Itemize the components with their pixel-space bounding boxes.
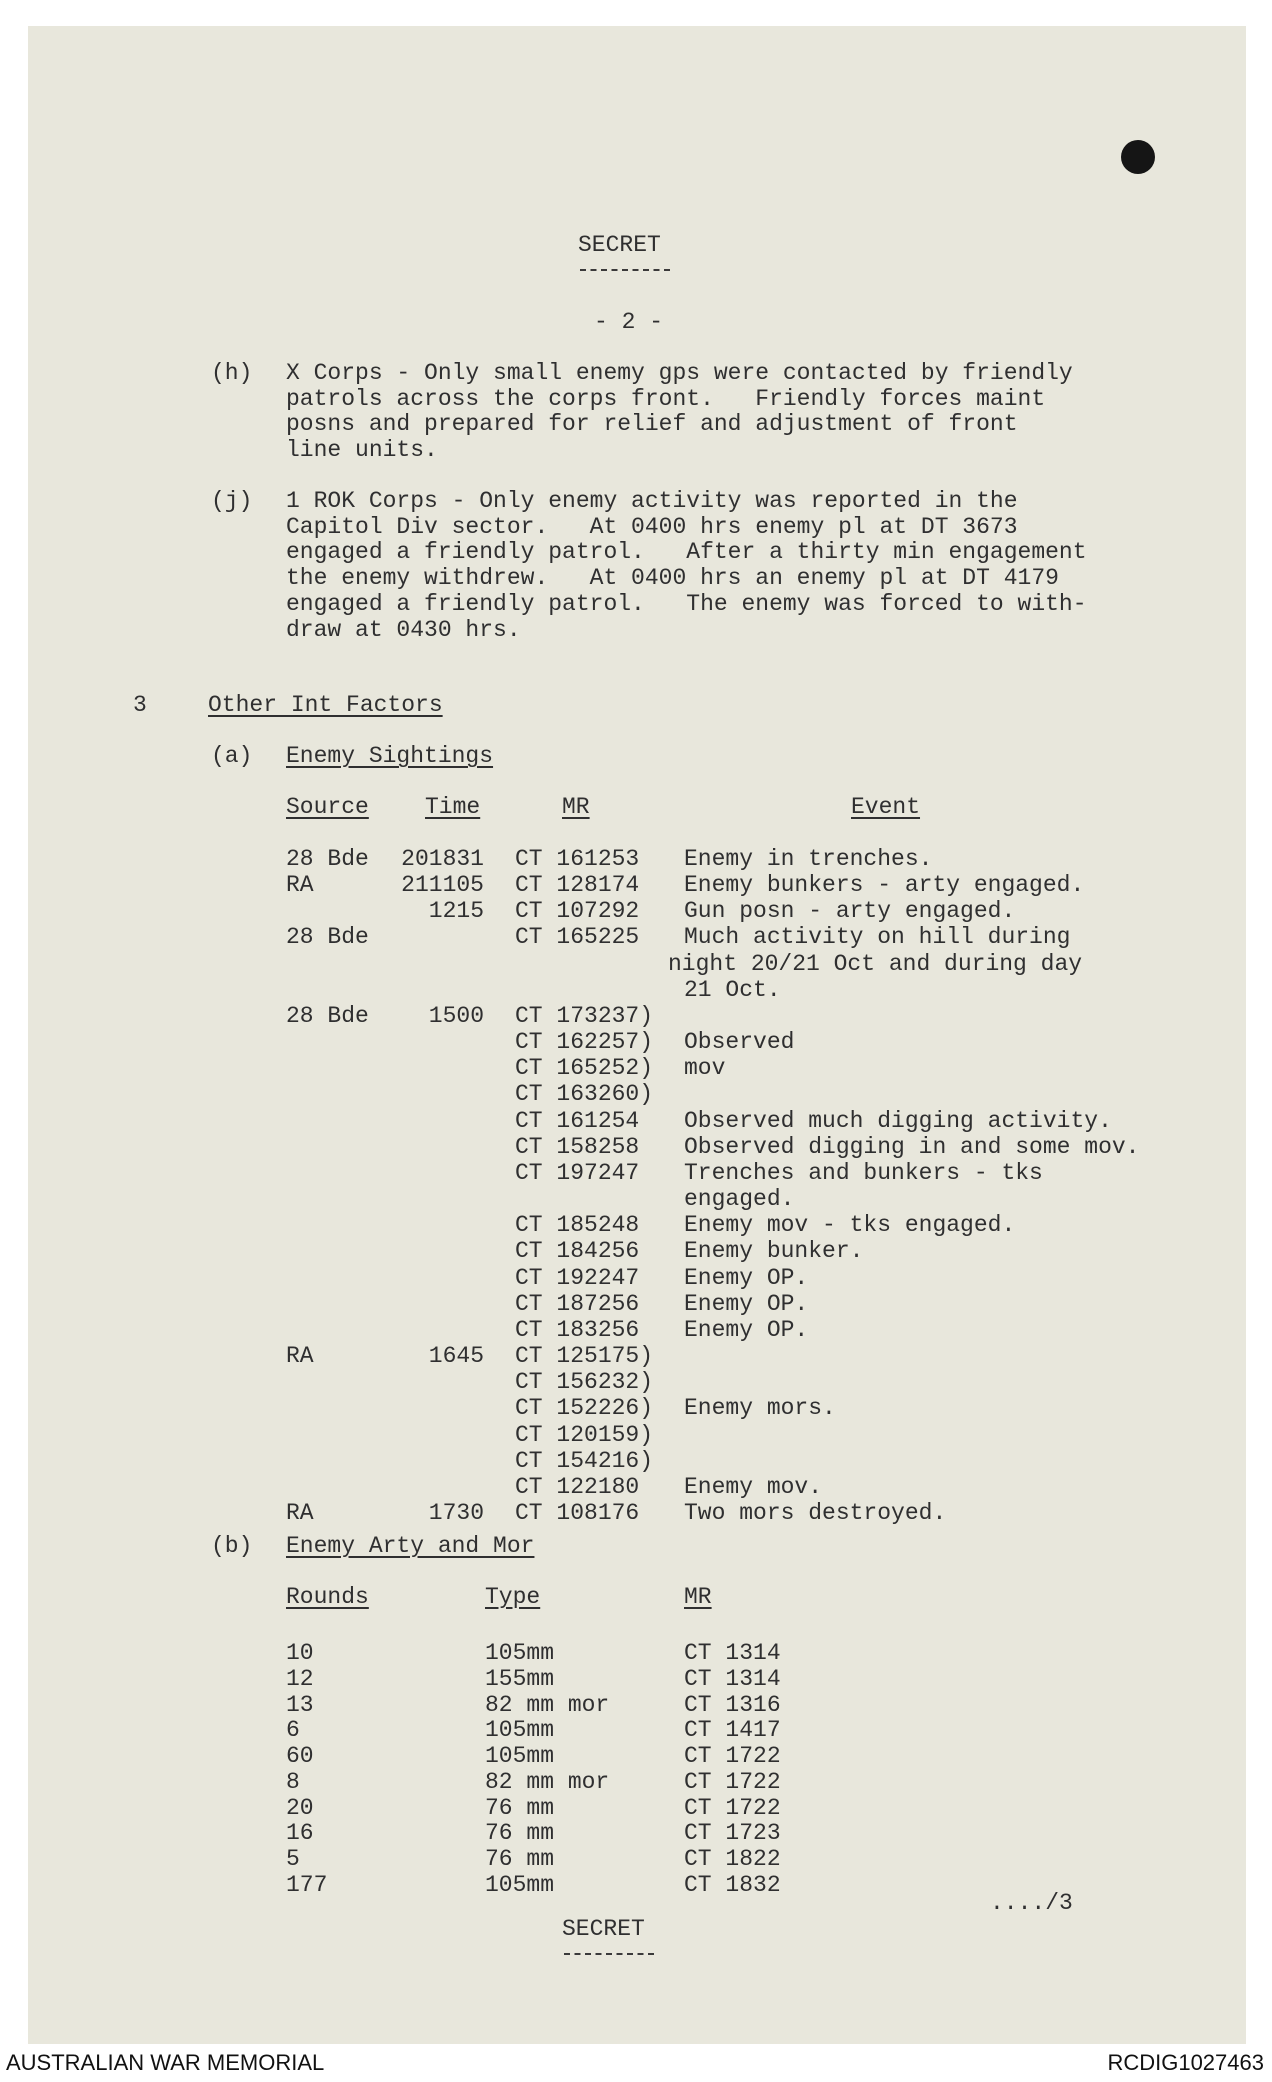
para-j-line: Capitol Div sector. At 0400 hrs enemy pl at DT 3673: [286, 513, 1018, 540]
arty-rounds: 13: [286, 1691, 314, 1718]
sighting-event: 21 Oct.: [684, 976, 781, 1003]
sighting-time: 201831: [401, 846, 484, 872]
sighting-mr: CT 197247: [515, 1159, 640, 1186]
sighting-event: Enemy bunker.: [684, 1238, 864, 1265]
header-classification: SECRET: [578, 232, 661, 258]
sighting-event: Enemy mors.: [684, 1395, 836, 1422]
arty-type: 82 mm mor: [485, 1691, 610, 1718]
sighting-event: Trenches and bunkers - tks: [684, 1159, 1043, 1186]
para-j-line: draw at 0430 hrs.: [286, 616, 521, 643]
arty-type: 105mm: [485, 1743, 555, 1770]
arty-rounds: 177: [286, 1872, 328, 1898]
sightings-label: (a): [211, 743, 253, 769]
sighting-mr: CT 162257): [515, 1029, 654, 1056]
page-number: - 2 -: [594, 309, 664, 335]
archive-id: RCDIG1027463: [1107, 2050, 1264, 2075]
arty-type: 76 mm: [485, 1846, 555, 1873]
arty-type: 155mm: [485, 1665, 555, 1692]
sighting-time: 1645: [428, 1343, 484, 1370]
sighting-event: Observed digging in and some mov.: [684, 1133, 1140, 1160]
sighting-mr: CT 158258: [515, 1133, 640, 1160]
para-h-line: posns and prepared for relief and adjustment of front: [286, 411, 1018, 438]
section-number: 3: [133, 692, 147, 718]
punch-hole: [1121, 140, 1155, 174]
sighting-time: 1730: [428, 1500, 484, 1526]
sightings-header-time: Time: [425, 794, 481, 820]
arty-rounds: 5: [286, 1846, 300, 1873]
sightings-header-mr: MR: [562, 794, 590, 820]
sighting-mr: CT 173237): [515, 1002, 654, 1029]
arty-header-mr: MR: [684, 1584, 712, 1610]
arty-header-rounds: Rounds: [286, 1584, 369, 1610]
arty-title: Enemy Arty and Mor: [286, 1533, 535, 1559]
arty-mr: CT 1316: [684, 1691, 781, 1718]
sighting-time: 211105: [401, 872, 484, 899]
sighting-source: 28 Bde: [286, 924, 369, 951]
arty-mr: CT 1417: [684, 1717, 781, 1744]
sighting-mr: CT 161253: [515, 846, 640, 872]
sighting-mr: CT 125175): [515, 1343, 654, 1370]
arty-type: 76 mm: [485, 1820, 555, 1847]
arty-mr: CT 1722: [684, 1743, 781, 1770]
sighting-event: Enemy OP.: [684, 1264, 809, 1291]
arty-rounds: 6: [286, 1717, 300, 1744]
section-title: Other Int Factors: [208, 692, 443, 718]
sighting-mr: CT 156232): [515, 1369, 654, 1396]
arty-rounds: 16: [286, 1820, 314, 1847]
sighting-event: Observed: [684, 1029, 795, 1056]
sighting-mr: CT 192247: [515, 1264, 640, 1291]
arty-mr: CT 1832: [684, 1872, 781, 1898]
sightings-header-event: Event: [851, 794, 921, 820]
arty-rounds: 60: [286, 1743, 314, 1770]
para-j-line: engaged a friendly patrol. The enemy was forced to with-: [286, 590, 1087, 617]
arty-type: 76 mm: [485, 1794, 555, 1821]
continuation-marker: ..../3: [990, 1890, 1073, 1916]
sighting-event: Enemy in trenches.: [684, 846, 933, 872]
arty-rounds: 12: [286, 1665, 314, 1692]
sighting-event: Much activity on hill during: [684, 924, 1071, 951]
para-j-line: the enemy withdrew. At 0400 hrs an enemy pl at DT 4179: [286, 565, 1059, 592]
sighting-mr: CT 184256: [515, 1238, 640, 1265]
para-j-line: 1 ROK Corps - Only enemy activity was reported in the: [286, 488, 1018, 514]
arty-mr: CT 1723: [684, 1820, 781, 1847]
sighting-source: RA: [286, 1343, 314, 1370]
sighting-event: Enemy mov - tks engaged.: [684, 1212, 1016, 1239]
para-j-label: (j): [211, 488, 253, 514]
arty-mr: CT 1722: [684, 1794, 781, 1821]
para-h-line: line units.: [286, 437, 438, 464]
archive-name: AUSTRALIAN WAR MEMORIAL: [6, 2050, 325, 2075]
sighting-mr: CT 154216): [515, 1447, 654, 1474]
sighting-event: Enemy bunkers - arty engaged.: [684, 872, 1085, 899]
sighting-source: RA: [286, 872, 314, 899]
sighting-mr: CT 107292: [515, 898, 640, 925]
sighting-source: 28 Bde: [286, 1002, 369, 1029]
sighting-mr: CT 165225: [515, 924, 640, 951]
sighting-mr: CT 163260): [515, 1081, 654, 1108]
arty-rounds: 10: [286, 1640, 314, 1666]
para-h-line: X Corps - Only small enemy gps were contacted by friendly: [286, 360, 1073, 386]
sighting-source: 28 Bde: [286, 846, 369, 872]
para-h-label: (h): [211, 360, 253, 386]
sighting-event: Enemy OP.: [684, 1290, 809, 1317]
arty-mr: CT 1722: [684, 1768, 781, 1795]
sighting-event: Enemy mov.: [684, 1473, 823, 1500]
archive-footer: [0, 2044, 1272, 2082]
sighting-mr: CT 120159): [515, 1421, 654, 1448]
sighting-mr: CT 128174: [515, 872, 640, 899]
sightings-title: Enemy Sightings: [286, 743, 494, 769]
arty-rounds: 20: [286, 1794, 314, 1821]
footer-rule: [564, 1953, 654, 1955]
sighting-mr: CT 152226): [515, 1395, 654, 1422]
arty-type: 105mm: [485, 1872, 555, 1898]
arty-label: (b): [211, 1533, 253, 1559]
para-h-line: patrols across the corps front. Friendly forces maint: [286, 385, 1046, 412]
sighting-mr: CT 185248: [515, 1212, 640, 1239]
sighting-event: engaged.: [684, 1186, 795, 1213]
sighting-mr: CT 122180: [515, 1473, 640, 1500]
arty-type: 105mm: [485, 1640, 555, 1666]
sighting-time: 1500: [428, 1002, 484, 1029]
arty-type: 105mm: [485, 1717, 555, 1744]
sighting-source: RA: [286, 1500, 314, 1526]
sighting-mr: CT 165252): [515, 1055, 654, 1082]
para-j-line: engaged a friendly patrol. After a thirty min engagement: [286, 539, 1087, 566]
sighting-event: Observed much digging activity.: [684, 1107, 1112, 1134]
sighting-mr: CT 187256: [515, 1290, 640, 1317]
sighting-event: mov: [684, 1055, 726, 1082]
sighting-mr: CT 108176: [515, 1500, 640, 1526]
arty-mr: CT 1822: [684, 1846, 781, 1873]
footer-classification: SECRET: [562, 1916, 645, 1942]
arty-type: 82 mm mor: [485, 1768, 610, 1795]
arty-mr: CT 1314: [684, 1640, 781, 1666]
header-rule: [580, 269, 670, 271]
arty-mr: CT 1314: [684, 1665, 781, 1692]
sighting-event: night 20/21 Oct and during day: [668, 950, 1083, 977]
sighting-event: Two mors destroyed.: [684, 1500, 947, 1526]
sighting-event: Enemy OP.: [684, 1316, 809, 1343]
arty-header-type: Type: [485, 1584, 541, 1610]
sighting-mr: CT 183256: [515, 1316, 640, 1343]
sighting-mr: CT 161254: [515, 1107, 640, 1134]
sighting-time: 1215: [428, 898, 484, 925]
sightings-header-source: Source: [286, 794, 369, 820]
arty-rounds: 8: [286, 1768, 300, 1795]
sighting-event: Gun posn - arty engaged.: [684, 898, 1016, 925]
